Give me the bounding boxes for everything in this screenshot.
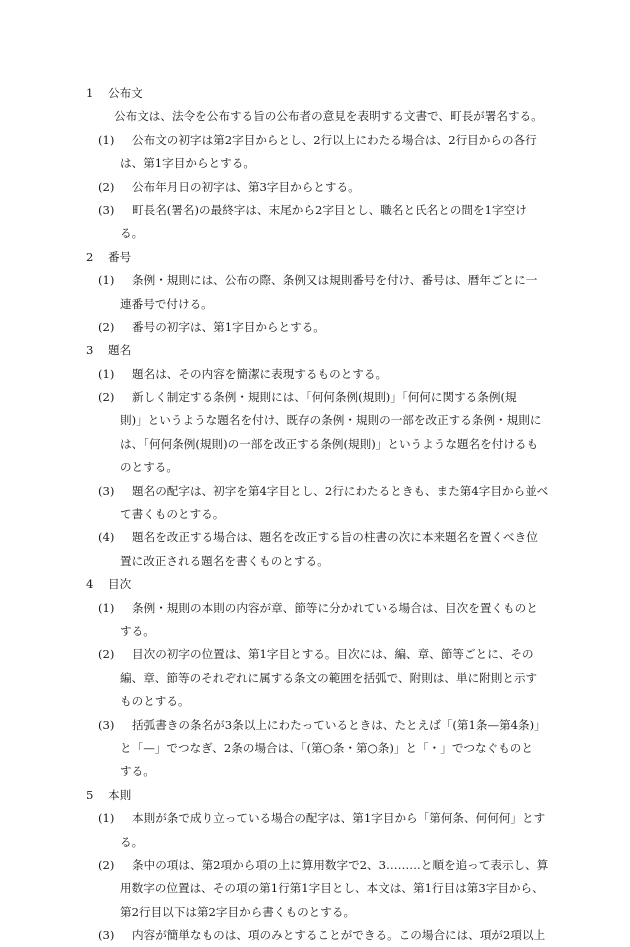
item-text: 条例・規則には、公布の際、条例又は規則番号を付け、番号は、暦年ごとに一 — [132, 273, 538, 288]
list-item — [0, 714, 630, 737]
section-heading — [0, 339, 630, 362]
item-continuation: 用数字の位置は、その項の第1行第1字目とし、本文は、第1行目は第3字目から、 — [120, 881, 544, 896]
item-marker: (1) — [98, 366, 115, 381]
item-text: 題名の配字は、初字を第4字目とし、2行にわたるときも、また第4字目から並べ — [132, 483, 549, 498]
section-heading — [0, 573, 630, 596]
item-text: 町長名(署名)の最終字は、末尾から2字目とし、職名と氏名との間を1字空け — [132, 202, 527, 217]
list-item — [0, 269, 630, 292]
list-item — [0, 643, 630, 666]
item-continuation: する。 — [120, 764, 155, 779]
item-text: 本則が条で成り立っている場合の配字は、第1字目から「第何条、何何何」とす — [132, 811, 546, 826]
item-continuation: る。 — [120, 834, 144, 849]
item-text: 新しく制定する条例・規則には、「何何条例(規則)」「何何に関する条例(規 — [132, 390, 517, 405]
item-marker: (1) — [98, 811, 115, 826]
section-heading — [0, 784, 630, 807]
item-continuation: と「—」でつなぎ、2条の場合は、「(第○条・第○条)」と「・」でつなぐものと — [120, 740, 533, 755]
item-text: 題名は、その内容を簡潔に表現するものとする。 — [132, 366, 388, 381]
section-title: 題名 — [108, 343, 132, 358]
item-marker: (2) — [98, 179, 115, 194]
item-text: 番号の初字は、第1字目からとする。 — [132, 319, 325, 334]
section-number: 4 — [86, 577, 94, 592]
section-heading — [0, 82, 630, 105]
item-marker: (4) — [98, 530, 115, 545]
list-item — [0, 316, 630, 339]
item-text: 条例・規則の本則の内容が章、節等に分かれている場合は、目次を置くものと — [132, 600, 538, 615]
item-text: 括弧書きの条名が3条以上にわたっているときは、たとえば「(第1条—第4条)」 — [132, 717, 546, 732]
list-item — [0, 854, 630, 877]
item-text: 公布年月日の初字は、第3字目からとする。 — [132, 179, 360, 194]
item-marker: (1) — [98, 273, 115, 288]
document-page — [0, 82, 630, 947]
list-item — [0, 480, 630, 503]
item-marker: (3) — [98, 717, 115, 732]
item-continuation: 編、章、節等のそれぞれに属する条文の範囲を括弧で、附則は、単に附則と示す — [120, 670, 538, 685]
section-heading — [0, 246, 630, 269]
list-item — [0, 199, 630, 222]
item-marker: (2) — [98, 857, 115, 872]
section-intro: 公布文は、法令を公布する旨の公布者の意見を表明する文書で、町長が署名する。 — [114, 109, 543, 124]
item-text: 条中の項は、第2項から項の上に算用数字で2、3………と順を追って表示し、算 — [132, 857, 549, 872]
list-item — [0, 924, 630, 947]
list-item — [0, 363, 630, 386]
section-title: 本則 — [108, 787, 132, 802]
section-title: 公布文 — [108, 86, 143, 100]
item-marker: (3) — [98, 928, 115, 943]
item-marker: (1) — [98, 600, 115, 615]
item-continuation: て書くものとする。 — [120, 507, 225, 522]
item-text: 公布文の初字は第2字目からとし、2行以上にわたる場合は、2行目からの各行 — [132, 132, 537, 147]
item-text: 題名を改正する場合は、題名を改正する旨の柱書の次に本来題名を置くべき位 — [132, 530, 538, 545]
section-title: 番号 — [108, 249, 132, 264]
section-number: 5 — [86, 787, 94, 802]
item-continuation: は、「何何条例(規則)の一部を改正する条例(規則)」というような題名を付けるも — [120, 436, 539, 451]
list-item — [0, 807, 630, 830]
section-number: 1 — [86, 86, 94, 100]
item-marker: (2) — [98, 390, 115, 405]
list-item — [0, 526, 630, 549]
list-item — [0, 176, 630, 199]
section-number: 2 — [86, 249, 94, 264]
item-continuation: のとする。 — [120, 460, 178, 475]
item-continuation: る。 — [120, 226, 144, 241]
item-continuation: 置に改正される題名を書くものとする。 — [120, 553, 329, 568]
item-continuation: 則)」というような題名を付け、既存の条例・規則の一部を改正する条例・規則に — [120, 413, 542, 428]
item-text: 内容が簡単なものは、項のみとすることができる。この場合には、項が2項以上 — [132, 928, 546, 943]
item-continuation: は、第1字目からとする。 — [120, 156, 255, 171]
section-number: 3 — [86, 343, 94, 358]
item-continuation: 連番号で付ける。 — [120, 296, 213, 311]
list-item — [0, 597, 630, 620]
item-marker: (3) — [98, 202, 115, 217]
item-text: 目次の初字の位置は、第1字目とする。目次には、編、章、節等ごとに、その — [132, 647, 534, 662]
item-marker: (2) — [98, 647, 115, 662]
item-marker: (2) — [98, 319, 115, 334]
list-item — [0, 386, 630, 409]
item-marker: (1) — [98, 132, 115, 147]
item-marker: (3) — [98, 483, 115, 498]
section-title: 目次 — [108, 577, 132, 592]
list-item — [0, 129, 630, 152]
item-continuation: する。 — [120, 623, 155, 638]
item-continuation: 第2行目以下は第2字目から書くものとする。 — [120, 904, 356, 919]
item-continuation: ものとする。 — [120, 694, 190, 709]
